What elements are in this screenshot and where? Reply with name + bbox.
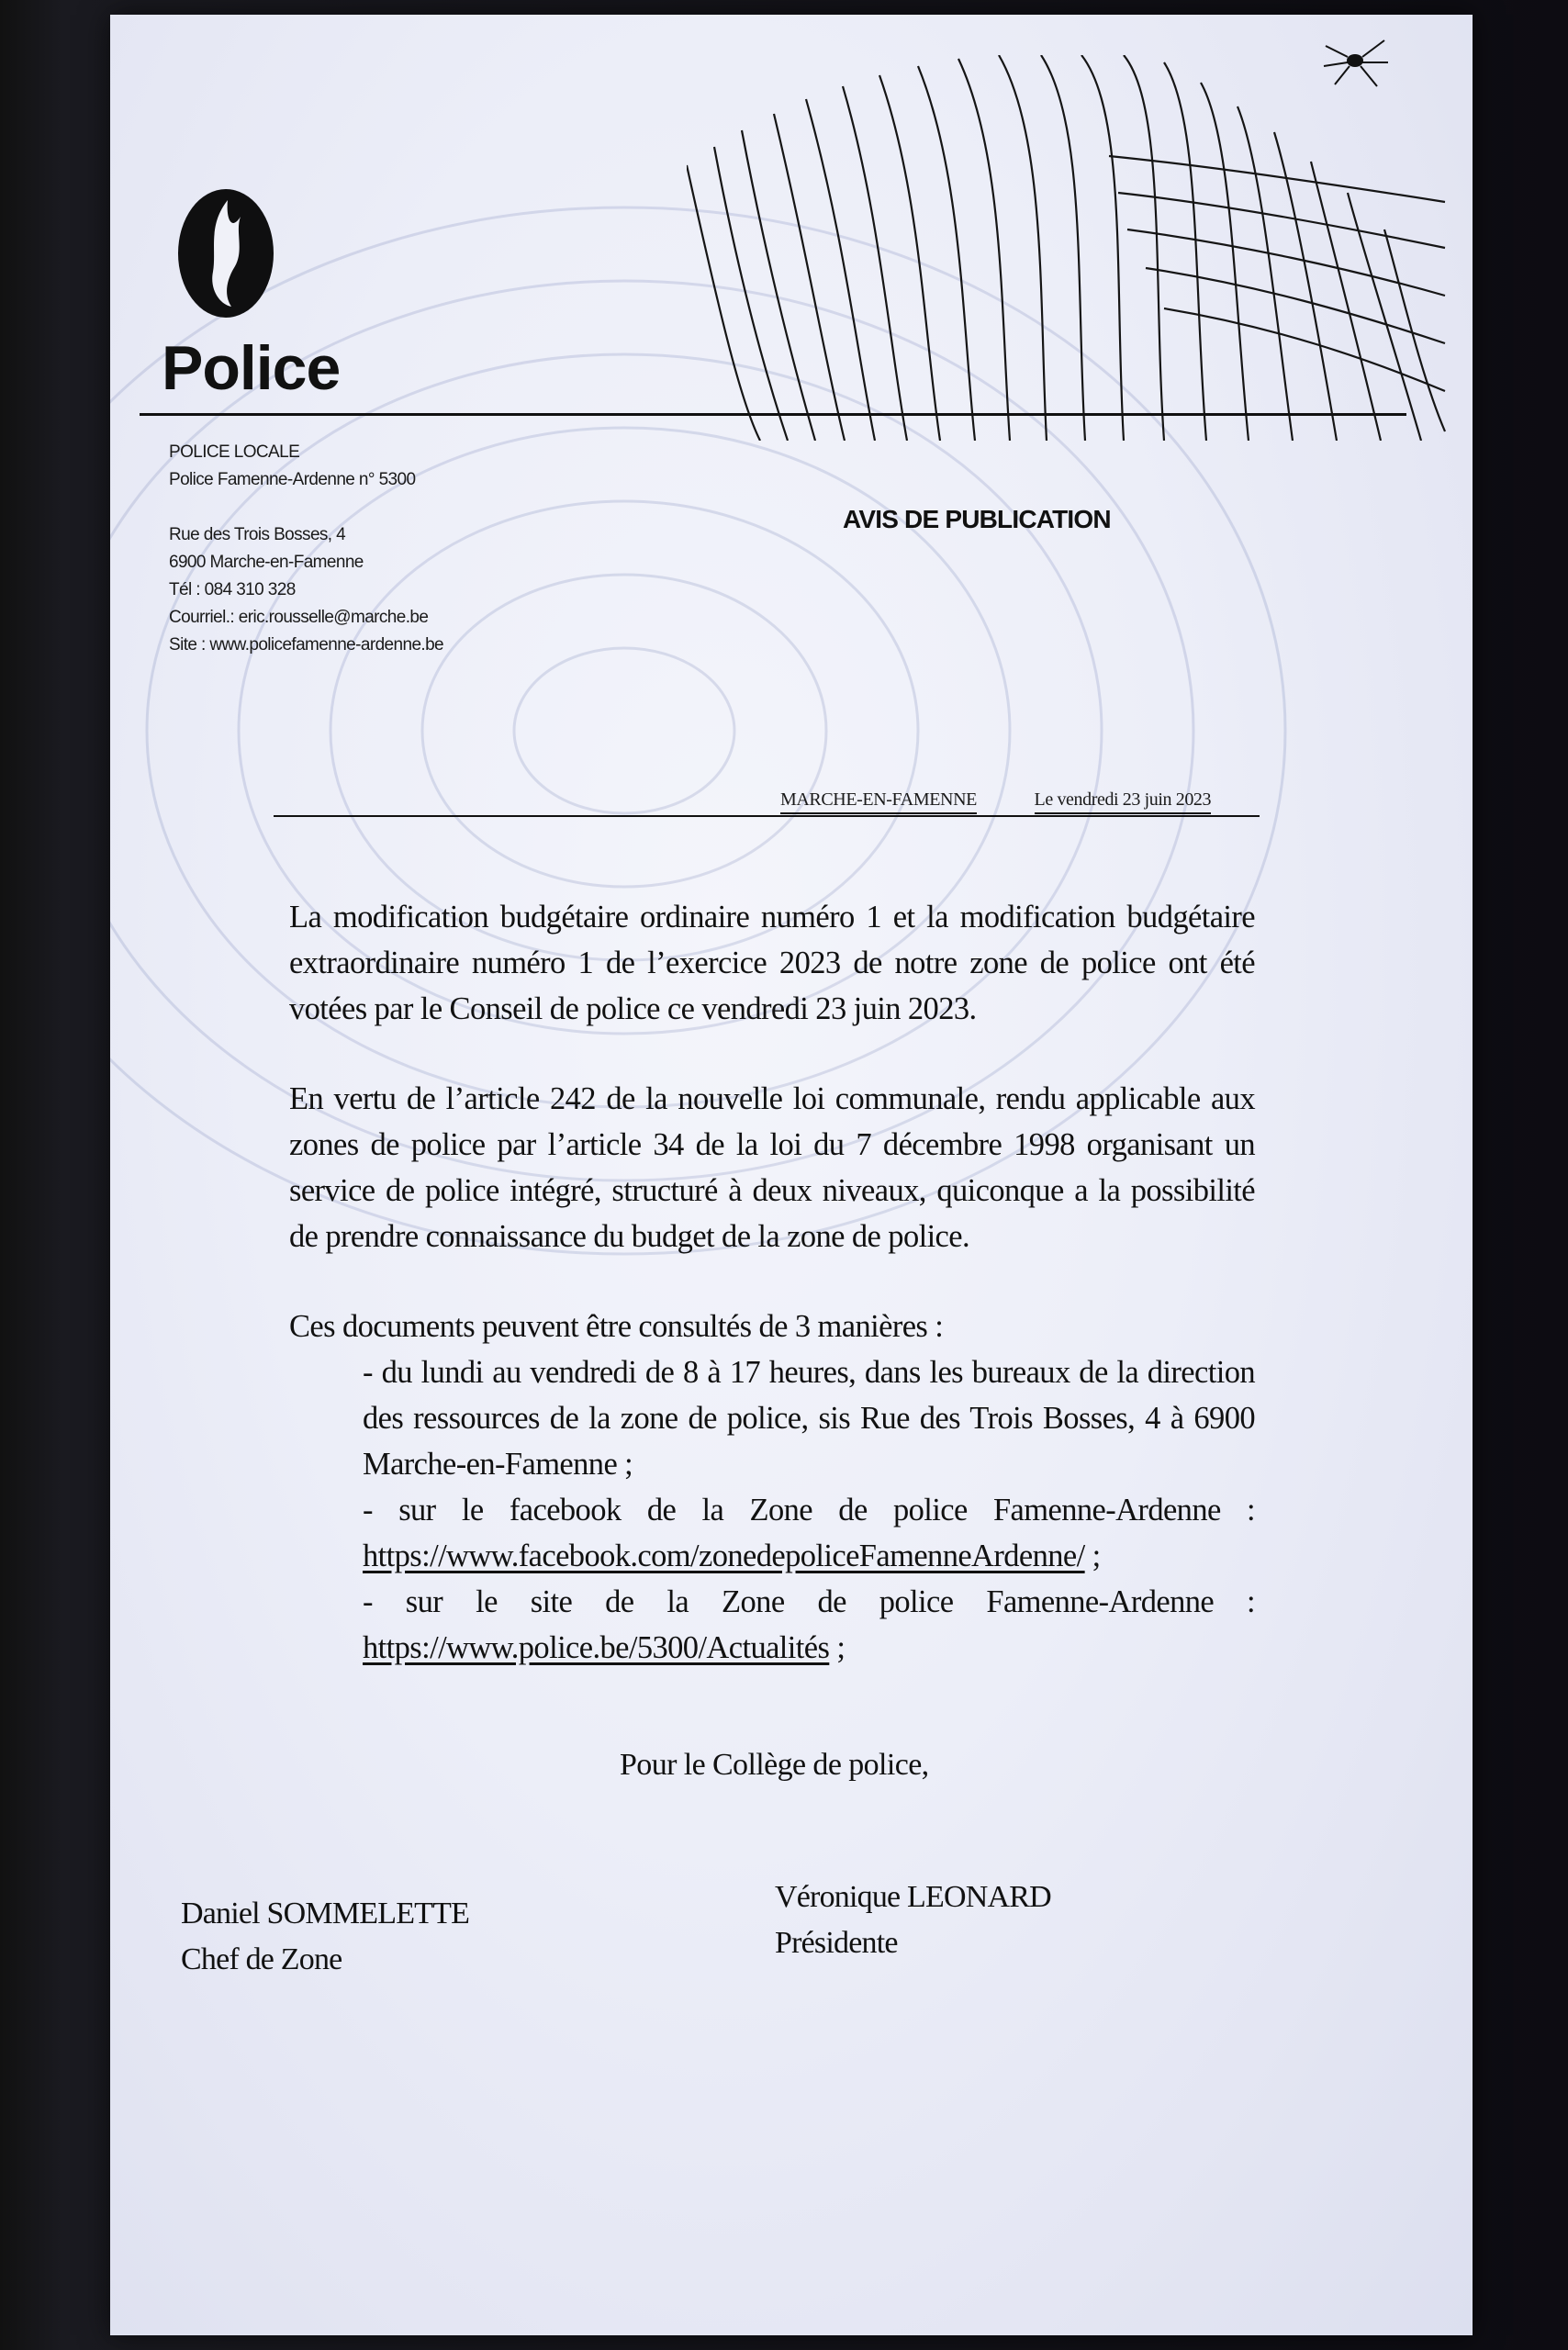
sender-address-block: [169, 439, 443, 659]
street-address: Rue des Trois Bosses, 4: [169, 525, 346, 544]
list-item: [363, 1487, 1255, 1579]
zone-name: Police Famenne-Ardenne n° 5300: [169, 470, 416, 489]
signatory-right-name: Véronique LEONARD: [775, 1880, 1051, 1914]
signatory-left-name: Daniel SOMMELETTE: [181, 1897, 470, 1930]
spider-speck-icon: [1320, 35, 1392, 90]
letterhead-wave-graphic: [687, 55, 1449, 441]
city-address: 6900 Marche-en-Famenne: [169, 553, 364, 572]
list-item: [363, 1579, 1255, 1671]
signatory-left: [181, 1891, 469, 1983]
paragraph-legal-basis: En vertu de l’article 242 de la nouvelle loi communale, rendu applicable aux zones de police par l’article 34 de la loi du 7 décembre 1998 organisant un service de police intégré, structuré à deux niveaux, quiconque a la possibilité de prendre connaissance du budget de la zone de police.: [289, 1081, 1255, 1254]
police-site-link[interactable]: https://www.police.be/5300/Actualités: [363, 1630, 830, 1665]
facebook-link[interactable]: https://www.facebook.com/zonedepoliceFamenneArdenne/: [363, 1539, 1085, 1573]
list-item-tail: ;: [829, 1630, 846, 1665]
list-item: [363, 1349, 1255, 1487]
notice-title: AVIS DE PUBLICATION: [843, 505, 1111, 533]
dateline-rule: [274, 815, 1260, 817]
dateline: [780, 789, 1211, 814]
list-item-tail: ;: [1084, 1539, 1101, 1573]
letter-body: [289, 894, 1255, 1671]
police-wordmark: Police: [162, 333, 341, 403]
signatory-left-role: Chef de Zone: [181, 1942, 342, 1976]
letterhead-rule: [140, 413, 1406, 416]
dateline-date: Le vendredi 23 juin 2023: [1035, 789, 1212, 814]
list-item-text: - sur le site de la Zone de police Famenne-Ardenne :: [363, 1584, 1255, 1619]
list-item-text: - sur le facebook de la Zone de police Famenne-Ardenne :: [363, 1493, 1255, 1528]
police-flame-icon: [167, 162, 285, 345]
paragraph-budget-vote: La modification budgétaire ordinaire numéro 1 et la modification budgétaire extraordinaire numéro 1 de l’exercice 2023 de notre zone de police ont été votées par le Conseil de police ce vendredi 23 juin 2023.: [289, 900, 1255, 1026]
closing-salutation: Pour le Collège de police,: [620, 1748, 929, 1782]
website-address: Site : www.policefamenne-ardenne.be: [169, 635, 444, 655]
email-address: Courriel.: eric.rousselle@marche.be: [169, 608, 429, 627]
dateline-place: MARCHE-EN-FAMENNE: [780, 789, 977, 814]
paragraph-consultation-lead: Ces documents peuvent être consultés de 3 manières :: [289, 1309, 944, 1344]
list-item-text: - du lundi au vendredi de 8 à 17 heures, dans les bureaux de la direction des ressources de la zone de police, sis Rue des Trois Bosses, 4 à 6900 Marche-en-Famenne ;: [363, 1355, 1255, 1482]
signatory-right: [775, 1874, 1051, 1966]
signatory-right-role: Présidente: [775, 1926, 898, 1960]
phone-number: Tél : 084 310 328: [169, 580, 296, 599]
document-page: [110, 15, 1473, 2335]
consultation-list: [289, 1349, 1255, 1671]
unit-name: POLICE LOCALE: [169, 442, 300, 462]
